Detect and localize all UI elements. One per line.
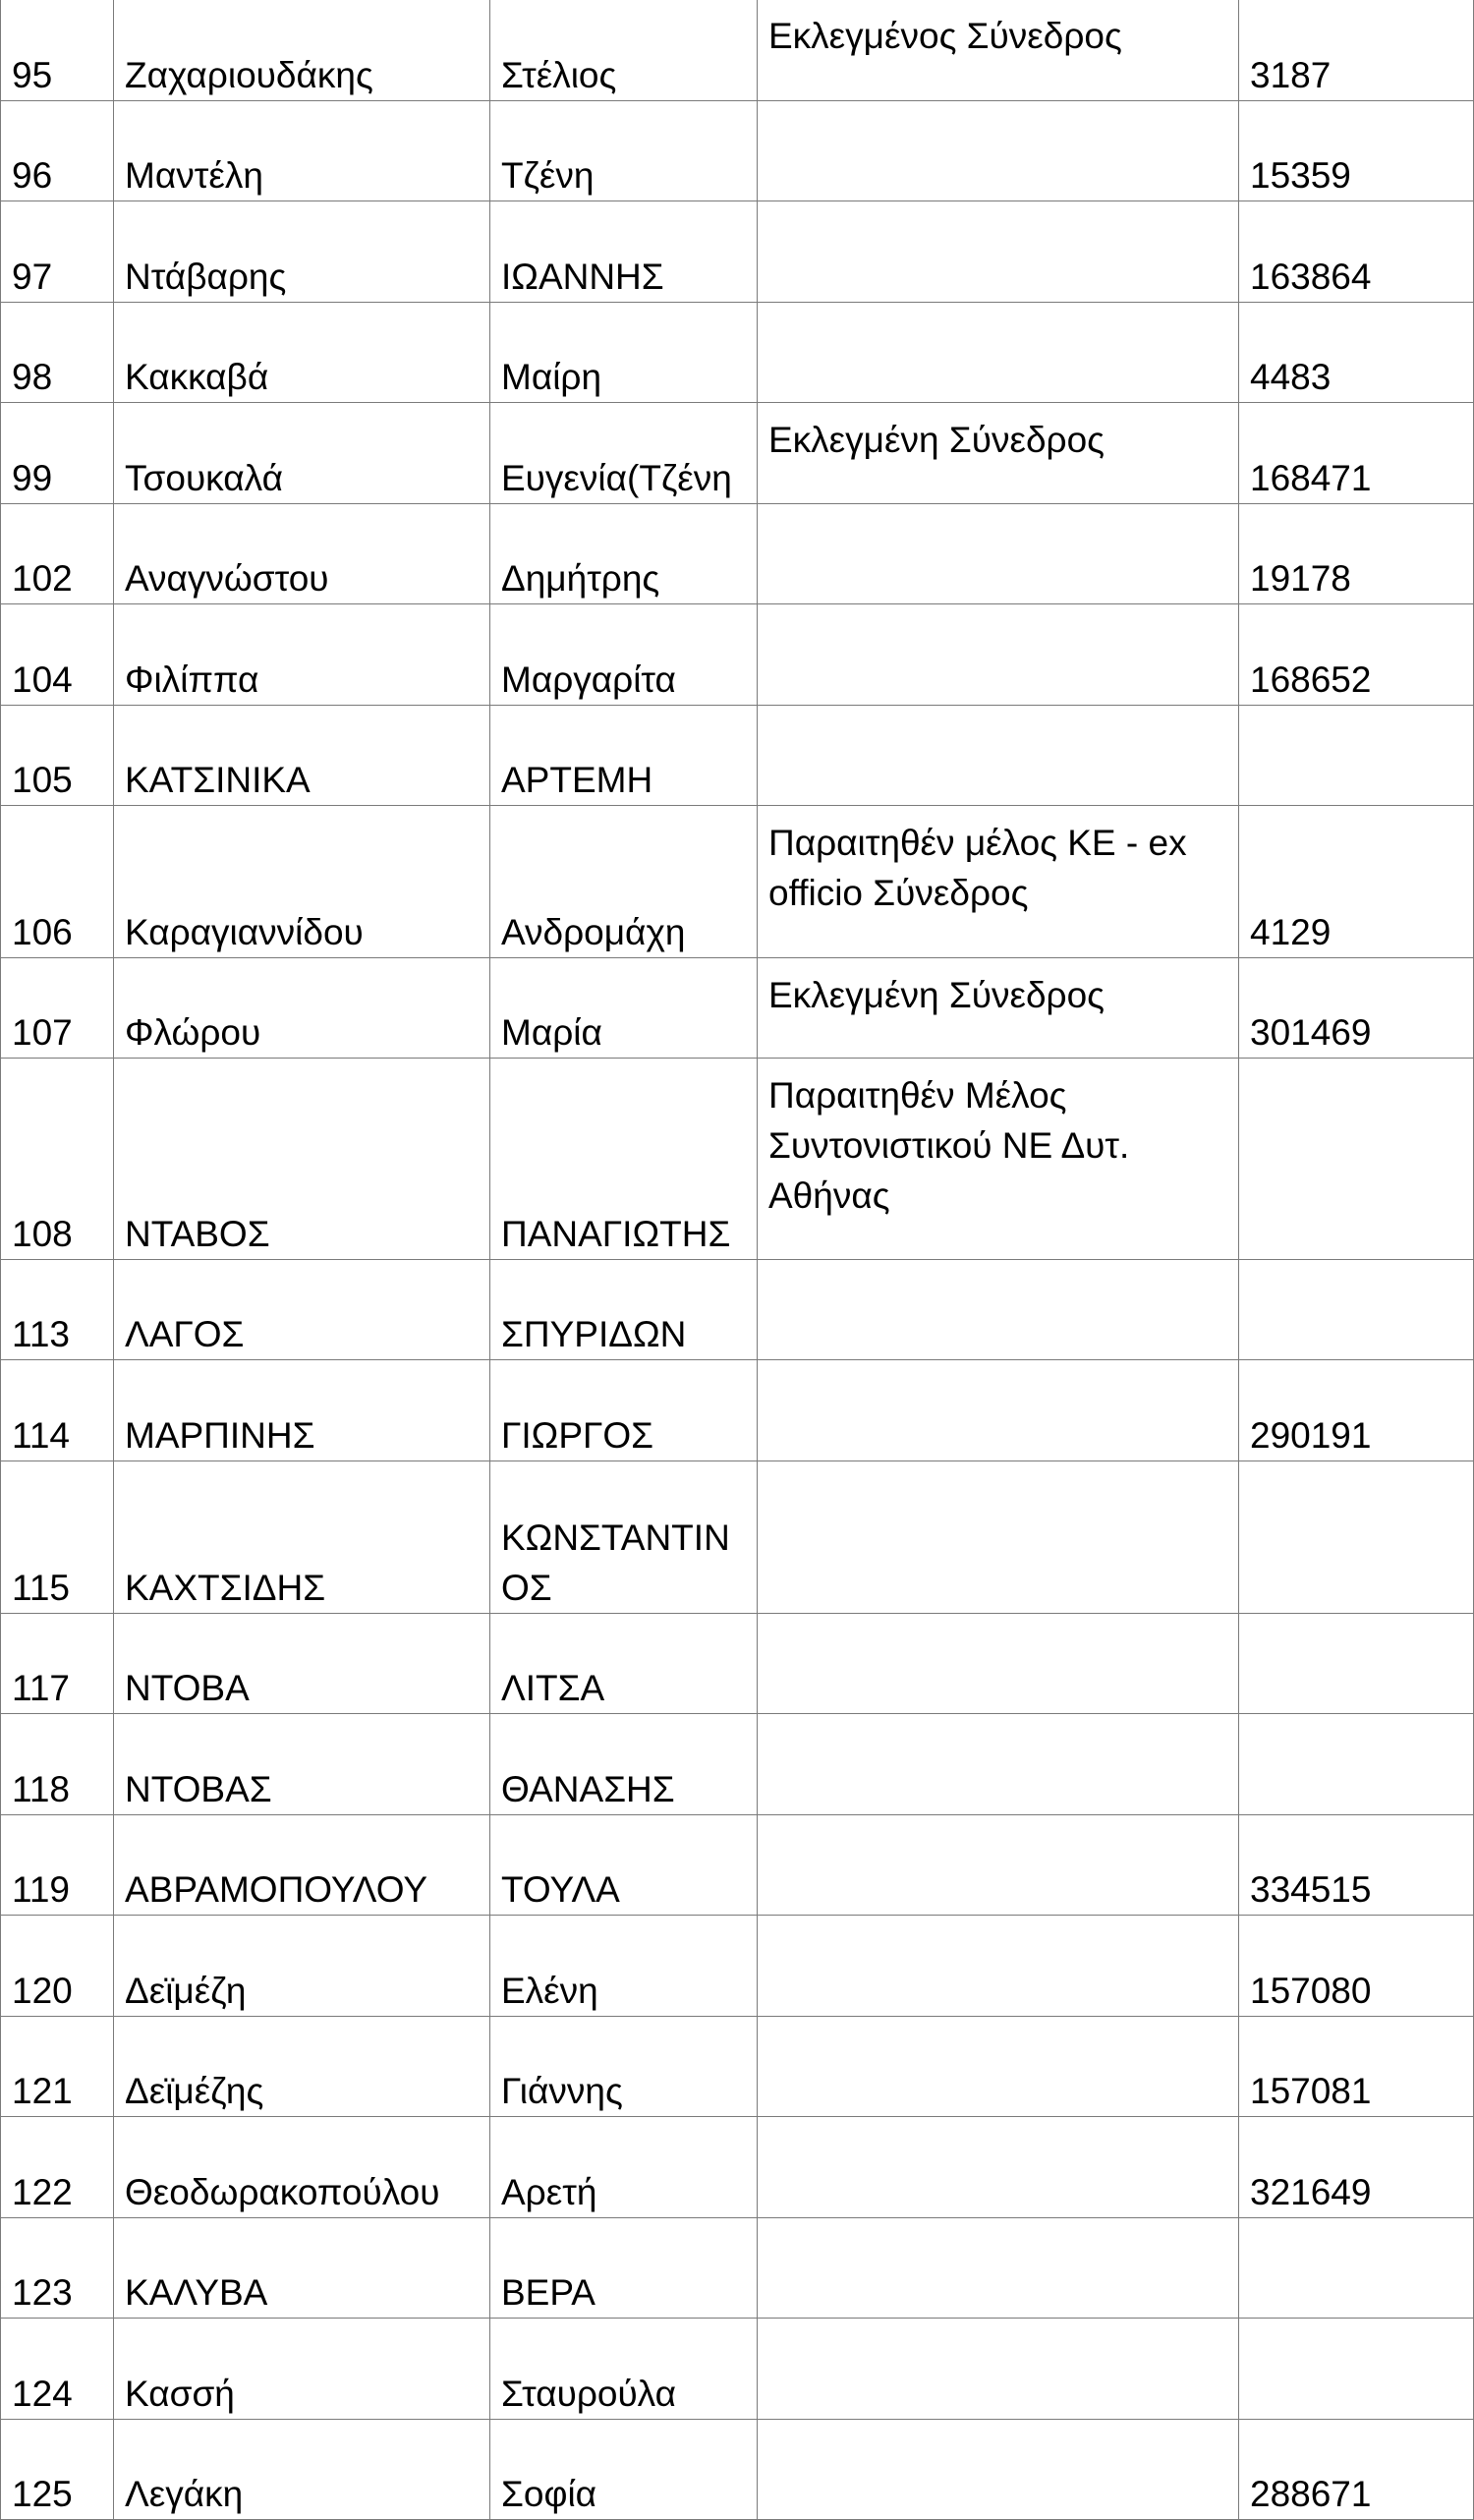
table-row (1, 2017, 1474, 2117)
first-name-text: ΚΩΝΣΤΑΝΤΙΝΟΣ (501, 1518, 730, 1608)
member-code-cell (1239, 504, 1474, 604)
last-name-cell (114, 2117, 490, 2218)
row-number-cell (1, 0, 114, 101)
position-text: Εκλεγμένος Σύνεδρος (768, 16, 1122, 56)
last-name-cell (114, 2218, 490, 2319)
row-number-text: 115 (12, 1568, 70, 1608)
first-name-cell (490, 1461, 758, 1614)
table-row (1, 2117, 1474, 2218)
last-name-cell (114, 303, 490, 403)
first-name-cell (490, 604, 758, 706)
row-number-text: 96 (12, 155, 53, 196)
last-name-text: Φιλίππα (125, 659, 259, 700)
member-code-text: 168652 (1250, 659, 1372, 700)
row-number-cell (1, 2218, 114, 2319)
position-text: Εκλεγμένη Σύνεδρος (768, 420, 1105, 460)
last-name-text: Δεϊμέζης (125, 2071, 264, 2111)
position-cell (758, 1059, 1239, 1260)
row-number-text: 122 (12, 2172, 73, 2212)
row-number-cell (1, 2117, 114, 2218)
first-name-text: ΙΩΑΝΝΗΣ (501, 257, 664, 297)
first-name-cell (490, 1815, 758, 1916)
first-name-text: Δημήτρης (501, 558, 660, 599)
position-cell (758, 706, 1239, 806)
row-number-text: 121 (12, 2071, 73, 2111)
member-code-text: 290191 (1250, 1415, 1372, 1456)
first-name-text: Μαίρη (501, 357, 602, 397)
position-text: Παραιτηθέν Μέλος Συντονιστικού ΝΕ Δυτ. Αθήνας (768, 1075, 1130, 1216)
last-name-cell (114, 201, 490, 303)
row-number-text: 105 (12, 760, 73, 800)
first-name-cell (490, 2420, 758, 2520)
row-number-text: 106 (12, 912, 73, 952)
last-name-cell (114, 604, 490, 706)
position-cell (758, 201, 1239, 303)
row-number-cell (1, 1815, 114, 1916)
position-cell (758, 2319, 1239, 2420)
first-name-cell (490, 958, 758, 1059)
last-name-text: Αναγνώστου (125, 558, 329, 599)
member-code-text: 163864 (1250, 257, 1372, 297)
position-text: Παραιτηθέν μέλος ΚΕ - ex officio Σύνεδρος (768, 823, 1187, 913)
last-name-cell (114, 2017, 490, 2117)
last-name-text: ΛΑΓΟΣ (125, 1314, 245, 1354)
first-name-cell (490, 2319, 758, 2420)
member-code-text: 19178 (1250, 558, 1351, 599)
last-name-cell (114, 1461, 490, 1614)
position-cell (758, 958, 1239, 1059)
row-number-cell (1, 1714, 114, 1815)
position-cell (758, 1461, 1239, 1614)
member-code-cell (1239, 2017, 1474, 2117)
last-name-cell (114, 806, 490, 958)
position-cell (758, 2218, 1239, 2319)
table-row (1, 0, 1474, 101)
first-name-text: Σοφία (501, 2474, 597, 2514)
member-code-cell (1239, 1360, 1474, 1461)
first-name-cell (490, 201, 758, 303)
member-code-cell (1239, 101, 1474, 201)
table-row (1, 1260, 1474, 1360)
member-code-cell (1239, 403, 1474, 504)
row-number-text: 113 (12, 1314, 70, 1354)
position-cell (758, 1916, 1239, 2017)
last-name-text: Ντάβαρης (125, 257, 287, 297)
first-name-cell (490, 1059, 758, 1260)
member-code-cell (1239, 1059, 1474, 1260)
first-name-text: ΤΟΥΛΑ (501, 1869, 620, 1910)
first-name-cell (490, 1260, 758, 1360)
table-row (1, 2218, 1474, 2319)
position-cell (758, 1614, 1239, 1714)
table-row (1, 201, 1474, 303)
last-name-cell (114, 1916, 490, 2017)
table-row (1, 1714, 1474, 1815)
row-number-cell (1, 403, 114, 504)
member-code-text: 157080 (1250, 1971, 1372, 2011)
table-row (1, 1614, 1474, 1714)
table-row (1, 1815, 1474, 1916)
first-name-cell (490, 1916, 758, 2017)
first-name-text: Στέλιος (501, 55, 617, 95)
row-number-cell (1, 604, 114, 706)
last-name-text: Μαντέλη (125, 155, 263, 196)
member-code-text: 15359 (1250, 155, 1351, 196)
last-name-text: Καραγιαννίδου (125, 912, 364, 952)
first-name-cell (490, 706, 758, 806)
last-name-text: Θεοδωρακοπούλου (125, 2172, 440, 2212)
last-name-cell (114, 403, 490, 504)
last-name-text: ΜΑΡΠΙΝΗΣ (125, 1415, 315, 1456)
position-cell (758, 1714, 1239, 1815)
row-number-cell (1, 2420, 114, 2520)
member-code-cell (1239, 2319, 1474, 2420)
position-text: Εκλεγμένη Σύνεδρος (768, 975, 1105, 1015)
first-name-text: ΠΑΝΑΓΙΩΤΗΣ (501, 1214, 731, 1254)
first-name-cell (490, 303, 758, 403)
table-row (1, 1461, 1474, 1614)
member-code-cell (1239, 2420, 1474, 2520)
row-number-text: 108 (12, 1214, 73, 1254)
first-name-cell (490, 1714, 758, 1815)
row-number-text: 118 (12, 1769, 70, 1809)
position-cell (758, 403, 1239, 504)
last-name-text: ΚΑΛΥΒΑ (125, 2272, 268, 2313)
first-name-text: Ανδρομάχη (501, 912, 686, 952)
first-name-text: Ευγενία(Τζένη (501, 458, 732, 498)
row-number-text: 107 (12, 1012, 73, 1053)
table-row (1, 303, 1474, 403)
position-cell (758, 101, 1239, 201)
row-number-text: 95 (12, 55, 53, 95)
first-name-cell (490, 2117, 758, 2218)
last-name-text: Τσουκαλά (125, 458, 283, 498)
row-number-cell (1, 706, 114, 806)
row-number-cell (1, 1916, 114, 2017)
member-code-cell (1239, 1260, 1474, 1360)
row-number-cell (1, 2319, 114, 2420)
row-number-cell (1, 101, 114, 201)
table-row (1, 2420, 1474, 2520)
last-name-cell (114, 1815, 490, 1916)
row-number-cell (1, 1360, 114, 1461)
last-name-cell (114, 1059, 490, 1260)
position-cell (758, 2117, 1239, 2218)
row-number-cell (1, 2017, 114, 2117)
row-number-text: 119 (12, 1869, 70, 1910)
member-code-cell (1239, 201, 1474, 303)
position-cell (758, 2017, 1239, 2117)
first-name-text: ΛΙΤΣΑ (501, 1668, 605, 1708)
member-code-cell (1239, 303, 1474, 403)
member-code-text: 4129 (1250, 912, 1332, 952)
last-name-cell (114, 504, 490, 604)
member-code-text: 3187 (1250, 55, 1332, 95)
last-name-text: ΑΒΡΑΜΟΠΟΥΛΟΥ (125, 1869, 428, 1910)
table-row (1, 1360, 1474, 1461)
row-number-cell (1, 1260, 114, 1360)
last-name-text: ΚΑΤΣΙΝΙΚΑ (125, 760, 311, 800)
first-name-cell (490, 806, 758, 958)
member-code-text: 288671 (1250, 2474, 1372, 2514)
row-number-text: 99 (12, 458, 53, 498)
member-code-cell (1239, 1461, 1474, 1614)
first-name-text: ΘΑΝΑΣΗΣ (501, 1769, 675, 1809)
member-code-text: 157081 (1250, 2071, 1372, 2111)
last-name-text: ΝΤΟΒΑΣ (125, 1769, 272, 1809)
row-number-text: 114 (12, 1415, 70, 1456)
first-name-cell (490, 2017, 758, 2117)
row-number-cell (1, 504, 114, 604)
table-row (1, 1059, 1474, 1260)
row-number-cell (1, 1614, 114, 1714)
table-row (1, 1916, 1474, 2017)
position-cell (758, 1260, 1239, 1360)
last-name-cell (114, 706, 490, 806)
last-name-text: Λεγάκη (125, 2474, 244, 2514)
member-code-cell (1239, 1815, 1474, 1916)
table-row (1, 101, 1474, 201)
member-code-text: 321649 (1250, 2172, 1372, 2212)
row-number-text: 117 (12, 1668, 70, 1708)
last-name-cell (114, 2319, 490, 2420)
last-name-text: Κακκαβά (125, 357, 269, 397)
row-number-cell (1, 303, 114, 403)
member-code-text: 301469 (1250, 1012, 1372, 1053)
last-name-cell (114, 0, 490, 101)
table-row (1, 706, 1474, 806)
row-number-text: 124 (12, 2374, 73, 2414)
last-name-text: ΚΑΧΤΣΙΔΗΣ (125, 1568, 326, 1608)
last-name-cell (114, 2420, 490, 2520)
last-name-cell (114, 958, 490, 1059)
position-cell (758, 303, 1239, 403)
first-name-text: Μαρία (501, 1012, 602, 1053)
members-table-body (1, 0, 1474, 2520)
first-name-text: ΒΕΡΑ (501, 2272, 595, 2313)
first-name-text: Αρετή (501, 2172, 597, 2212)
last-name-cell (114, 1614, 490, 1714)
row-number-text: 123 (12, 2272, 73, 2313)
row-number-text: 104 (12, 659, 73, 700)
last-name-cell (114, 1360, 490, 1461)
table-row (1, 2319, 1474, 2420)
position-cell (758, 1360, 1239, 1461)
first-name-cell (490, 1360, 758, 1461)
position-cell (758, 1815, 1239, 1916)
row-number-cell (1, 806, 114, 958)
member-code-cell (1239, 0, 1474, 101)
last-name-cell (114, 1260, 490, 1360)
first-name-text: Μαργαρίτα (501, 659, 676, 700)
member-code-cell (1239, 1916, 1474, 2017)
row-number-text: 120 (12, 1971, 73, 2011)
last-name-cell (114, 101, 490, 201)
table-row (1, 403, 1474, 504)
table-row (1, 504, 1474, 604)
first-name-text: Ελένη (501, 1971, 598, 2011)
table-row (1, 958, 1474, 1059)
position-cell (758, 604, 1239, 706)
position-cell (758, 806, 1239, 958)
row-number-text: 125 (12, 2474, 73, 2514)
row-number-text: 97 (12, 257, 53, 297)
first-name-cell (490, 504, 758, 604)
member-code-cell (1239, 806, 1474, 958)
row-number-cell (1, 1461, 114, 1614)
last-name-text: Κασσή (125, 2374, 235, 2414)
last-name-cell (114, 1714, 490, 1815)
member-code-text: 168471 (1250, 458, 1372, 498)
last-name-text: Φλώρου (125, 1012, 261, 1053)
member-code-cell (1239, 958, 1474, 1059)
first-name-text: ΓΙΩΡΓΟΣ (501, 1415, 654, 1456)
row-number-text: 102 (12, 558, 73, 599)
first-name-cell (490, 403, 758, 504)
row-number-cell (1, 1059, 114, 1260)
table-row (1, 806, 1474, 958)
member-code-cell (1239, 604, 1474, 706)
first-name-text: ΣΠΥΡΙΔΩΝ (501, 1314, 687, 1354)
member-code-text: 4483 (1250, 357, 1332, 397)
first-name-text: ΑΡΤΕΜΗ (501, 760, 653, 800)
last-name-text: ΝΤΑΒΟΣ (125, 1214, 270, 1254)
first-name-cell (490, 1614, 758, 1714)
first-name-text: Τζένη (501, 155, 595, 196)
row-number-cell (1, 201, 114, 303)
last-name-text: Δεϊμέζη (125, 1971, 247, 2011)
last-name-text: Ζαχαριουδάκης (125, 55, 373, 95)
member-code-cell (1239, 706, 1474, 806)
member-code-cell (1239, 2218, 1474, 2319)
first-name-text: Σταυρούλα (501, 2374, 677, 2414)
position-cell (758, 2420, 1239, 2520)
member-code-cell (1239, 1714, 1474, 1815)
member-code-cell (1239, 1614, 1474, 1714)
member-code-cell (1239, 2117, 1474, 2218)
table-row (1, 604, 1474, 706)
position-cell (758, 0, 1239, 101)
first-name-cell (490, 101, 758, 201)
first-name-cell (490, 2218, 758, 2319)
last-name-text: ΝΤΟΒΑ (125, 1668, 250, 1708)
member-code-text: 334515 (1250, 1869, 1372, 1910)
position-cell (758, 504, 1239, 604)
row-number-text: 98 (12, 357, 53, 397)
first-name-cell (490, 0, 758, 101)
row-number-cell (1, 958, 114, 1059)
first-name-text: Γιάννης (501, 2071, 623, 2111)
